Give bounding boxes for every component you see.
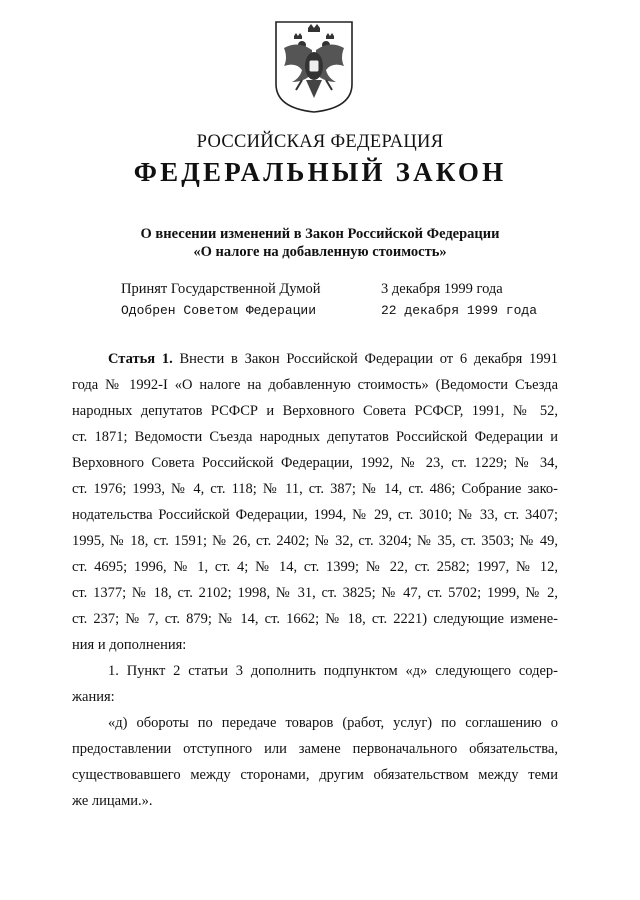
country-name: РОССИЙСКАЯ ФЕДЕРАЦИЯ [196,132,444,152]
text-line: ст. 237; № 7, ст. 879; № 14, ст. 1662; № 18, ст. 2221) следующие измене- [72,611,558,627]
adoption-row-duma [121,278,541,300]
text-line: народных депутатов РСФСР и Верховного Совета РСФСР, 1991, № 52, [72,403,558,419]
text-line: года № 1992-I «О налоге на добавленную стоимость» (Ведомости Съезда [72,377,558,393]
text-line: ст. 1976; 1993, № 4, ст. 118; № 11, ст. 387; № 14, ст. 486; Собрание зако- [72,481,558,497]
adoption-date: 22 декабря 1999 года [381,303,538,318]
text-line: ния и дополнения: [72,637,187,653]
subject-line: О внесении изменений в Закон Российской Федерации [140,226,500,242]
item-1-line: 1. Пункт 2 статьи 3 дополнить подпунктом «д» следующего содер- [108,663,558,679]
item-1-line: жания: [72,689,115,705]
coat-of-arms-emblem [272,18,356,114]
article-1 [72,346,558,814]
text-line: Статья 1. Внести в Закон Российской Федерации от 6 декабря 1991 [108,351,558,367]
quote-line: «д) обороты по передаче товаров (работ, услуг) по соглашению о [108,715,558,731]
law-subject [0,225,640,261]
text-line: нодательства Российской Федерации, 1994, № 29, ст. 3010; № 33, ст. 3407; [72,507,558,523]
quote-line: же лицами.». [72,793,153,809]
text-line: 1995, № 18, ст. 1591; № 26, ст. 2402; № 32, ст. 3204; № 35, ст. 3503; № 49, [72,533,558,549]
document-type-title: ФЕДЕРАЛЬНЫЙ ЗАКОН [133,157,507,187]
subject-line: «О налоге на добавленную стоимость» [193,244,447,260]
quote-line: существовавшего между сторонами, другим обязательством между теми [72,767,558,783]
adoption-date: 3 декабря 1999 года [381,281,503,297]
article-heading: Статья 1. [108,351,173,367]
quote-line: предоставлении отступного или замене первоначального обязательства, [72,741,558,757]
text-line: ст. 4695; 1996, № 1, ст. 4; № 14, ст. 1399; № 22, ст. 2582; 1997, № 12, [72,559,558,575]
adoption-body: Принят Государственной Думой [121,281,321,297]
text-line: ст. 1377; № 18, ст. 2102; 1998, № 31, ст. 3825; № 47, ст. 5702; 1999, № 2, [72,585,558,601]
adoption-row-council [121,300,541,322]
text-line: ст. 1871; Ведомости Съезда народных депутатов Российской Федерации и [72,429,558,445]
adoption-body: Одобрен Советом Федерации [121,303,317,318]
adoption-info [121,278,541,322]
text-line: Верховного Совета Российской Федерации, 1992, № 23, ст. 1229; № 34, [72,455,558,471]
